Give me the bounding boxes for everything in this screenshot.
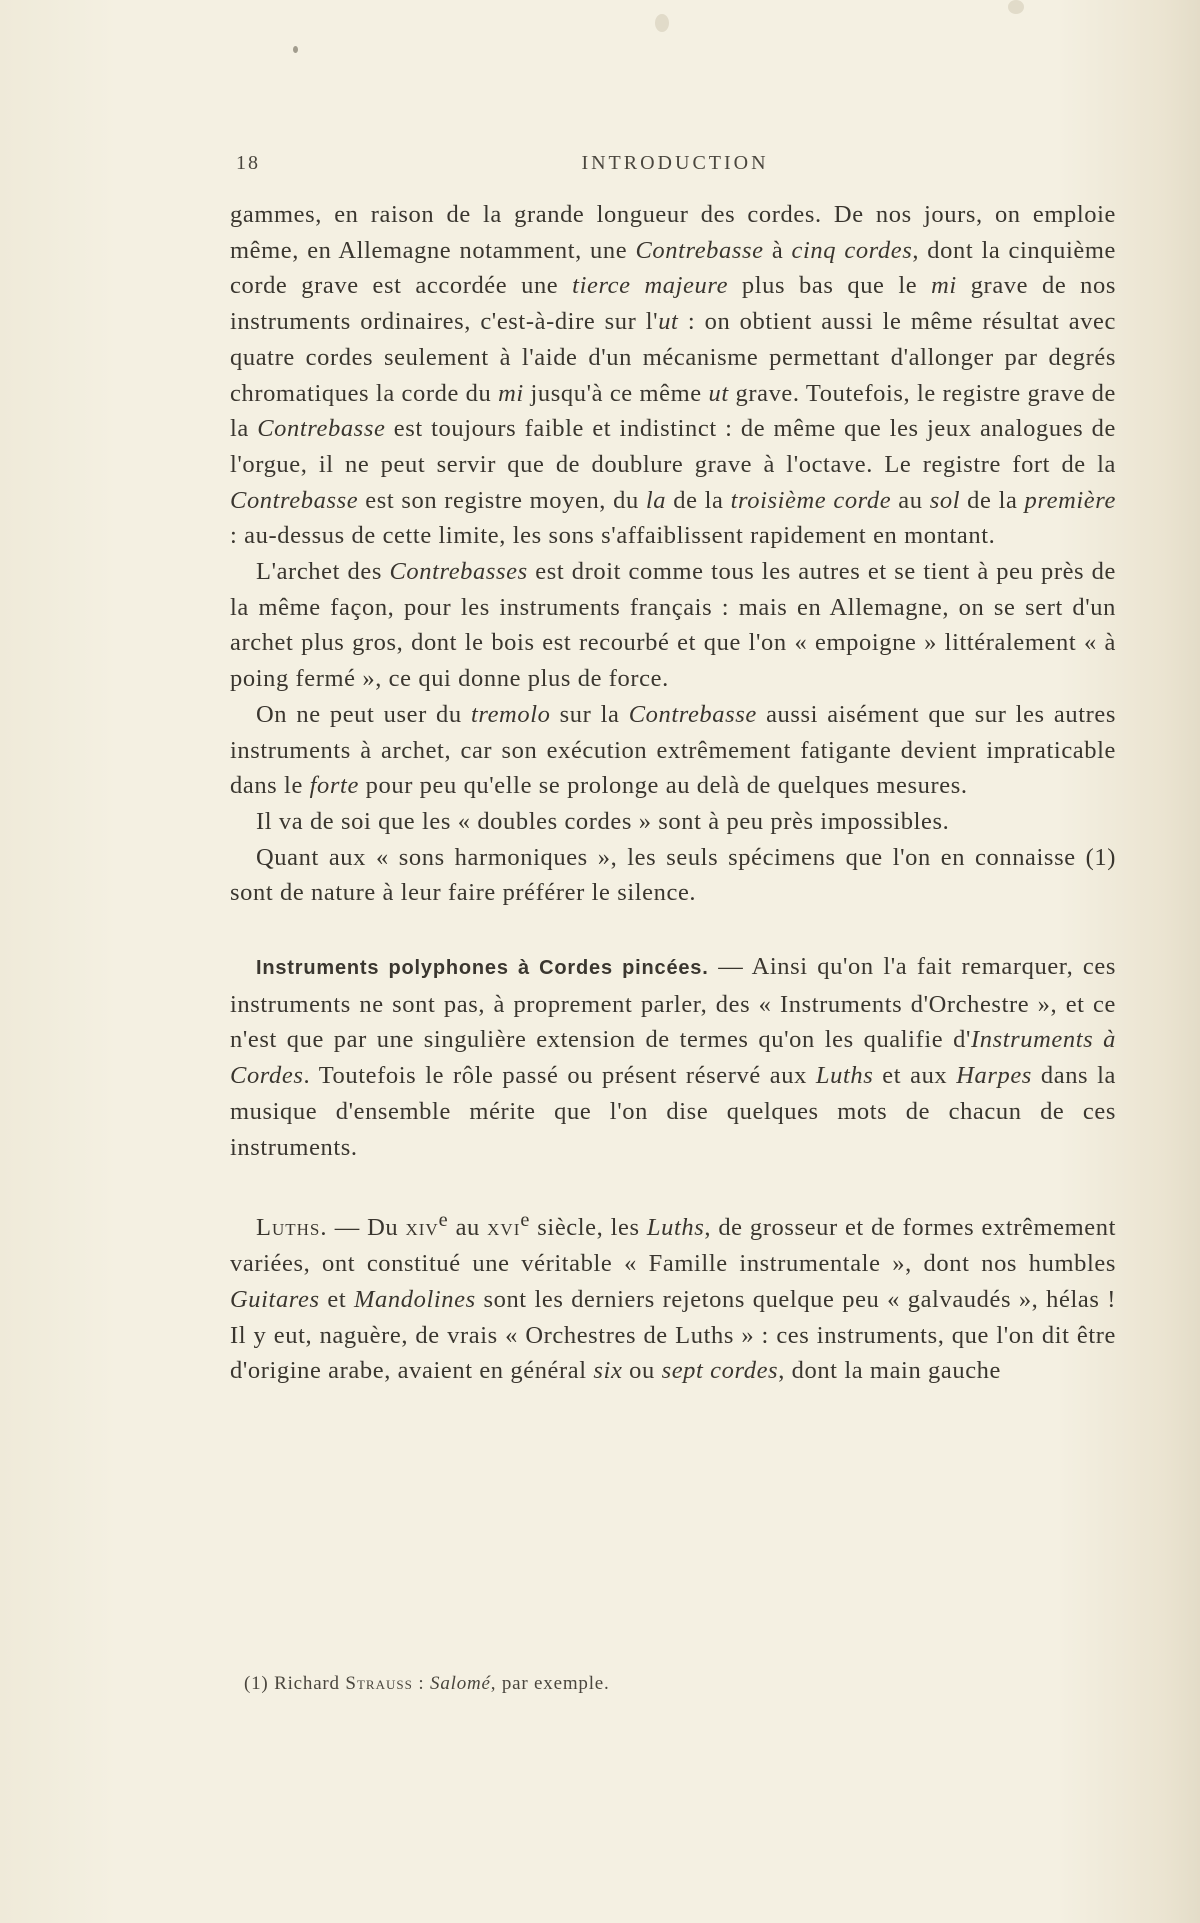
paragraph-doubles-cordes: Il va de soi que les « doubles cordes » sont à peu près impossibles. bbox=[256, 807, 950, 835]
page-number: 18 bbox=[236, 152, 260, 174]
paper-stain bbox=[655, 14, 669, 32]
footnote: (1) Richard Strauss : Salomé, par exemple. bbox=[244, 1673, 610, 1694]
section-title: Instruments polyphones à Cordes pincées. bbox=[256, 957, 709, 980]
body-text bbox=[230, 197, 1116, 1389]
paragraph-cordes-pincees: Instruments polyphones à Cordes pincées. — Ainsi qu'on l'a fait remarquer, ces instruments ne sont pas, à proprement parler, des « Instruments d'Orchestre », et ce n'est que par une singulière extension de termes qu'on les qualifie d'Instruments à Cordes. Toutefois le rôle passé ou présent réservé aux Luths et aux Harpes dans la musique d'ensemble mérite que l'on dise quelques mots de chacun de ces instruments. bbox=[230, 953, 1117, 1161]
paragraph-contrebasse-cordes: gammes, en raison de la grande longueur des cordes. De nos jours, on emploie même, en Allemagne notamment, une Contrebasse à cinq cordes, dont la cinquième corde grave est accordée une tierce majeure plus bas que le mi grave de nos instruments ordinaires, c'est-à-dire sur l'ut : on obtient aussi le même résultat avec quatre cordes seulement à l'aide d'un mécanisme permettant d'allonger par degrés chromatiques la corde du mi jusqu'à ce même ut grave. Toutefois, le registre grave de la Contrebasse est toujours faible et indistinct : de même que les jeux analogues de l'orgue, il ne peut servir que de doublure grave à l'octave. Le registre fort de la Contrebasse est son registre moyen, du la de la troisième corde au sol de la première : au-dessus de cette limite, les sons s'affaiblissent rapidement en montant. bbox=[230, 201, 1117, 550]
paragraph-luths: Luths. — Du xiv$^e$ au xvi$^e$ siècle, les Luths, de grosseur et de formes extrêmement variées, ont constitué une véritable « Famille instrumentale », dont nos humbles Guitares et Mandolines sont les derniers rejetons quelque peu « galvaudés », hélas ! Il y eut, naguère, de vrais « Orchestres de Luths » : ces instruments, que l'on dit être d'origine arabe, avaient en général six ou sept cordes, dont la main gauche bbox=[230, 1209, 1116, 1385]
paper-stain bbox=[1008, 0, 1024, 14]
page-header bbox=[236, 152, 1114, 182]
ink-speck bbox=[293, 46, 298, 53]
running-title: INTRODUCTION bbox=[581, 152, 769, 174]
paragraph-archet: L'archet des Contrebasses est droit comme tous les autres et se tient à peu près de la même façon, pour les instruments français : mais en Allemagne, on se sert d'un archet plus gros, dont le bois est recourbé et que l'on « empoigne » littéralement « à poing fermé », ce qui donne plus de force. bbox=[230, 558, 1116, 693]
paragraph-sons-harmoniques: Quant aux « sons harmoniques », les seuls spécimens que l'on en connaisse (1) sont de nature à leur faire préférer le silence. bbox=[230, 843, 1116, 907]
subsection-head: Luths. bbox=[256, 1214, 328, 1242]
paragraph-tremolo: On ne peut user du tremolo sur la Contrebasse aussi aisément que sur les autres instruments à archet, car son exécution extrêmement fatigante devient impraticable dans le forte pour peu qu'elle se prolonge au delà de quelques mesures. bbox=[230, 700, 1116, 800]
